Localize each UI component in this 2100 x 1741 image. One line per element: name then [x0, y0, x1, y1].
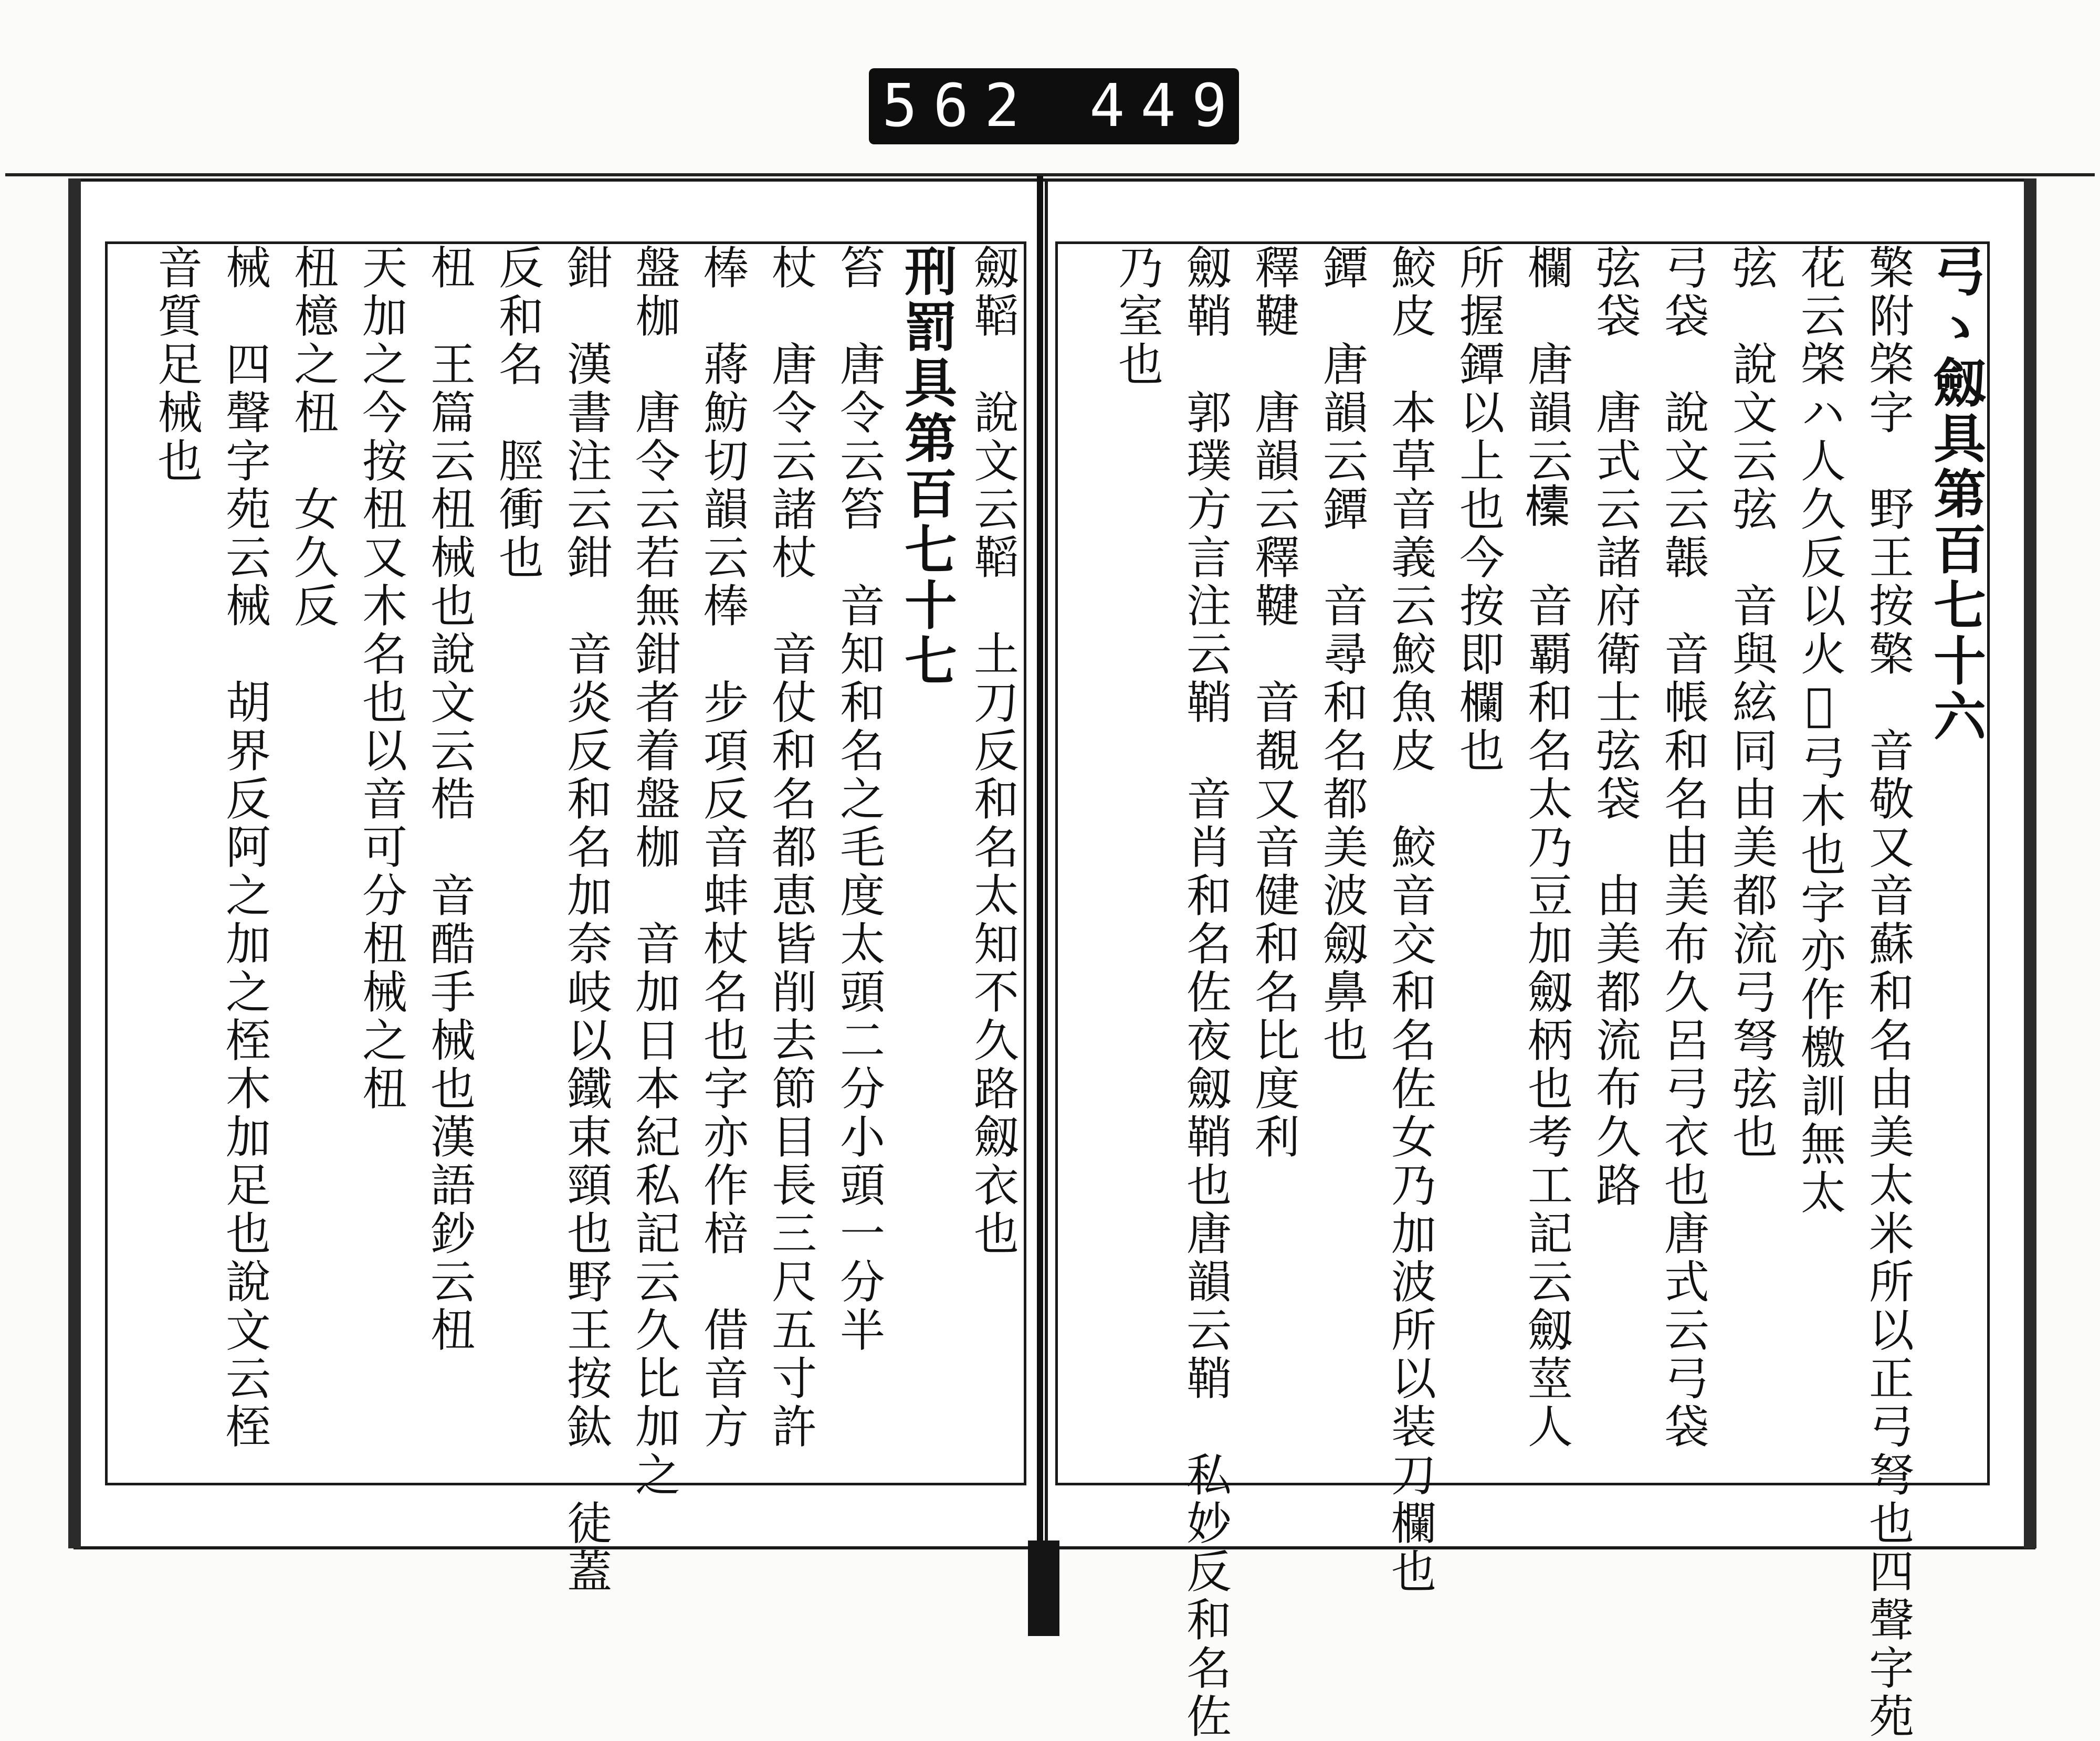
- right-column-8: 鮫皮 本草音義云鮫魚皮 鮫音交和名佐女乃加波所以装刀欄也: [1383, 244, 1436, 1596]
- left-column-8: 反和名 脛衝也: [491, 244, 543, 582]
- right-page-frame: [1055, 241, 1990, 1741]
- archive-number-right: 449: [1089, 72, 1243, 140]
- right-column-3: 弦 說文云弦 音與絃同由美都流弓弩弦也: [1725, 244, 1777, 1162]
- book-stand: [1028, 1540, 1059, 1636]
- right-column-10: 釋鞬 唐韻云釋鞬 音覩又音健和名比度利: [1247, 244, 1299, 1162]
- right-column-12: 乃室也: [1110, 244, 1163, 389]
- left-column-12: 械 四聲字苑云械 胡界反阿之加之桎木加足也說文云桎: [218, 244, 270, 1451]
- left-column-4: 杖 唐令云諸杖 音仗和名都恵皆削去節目長三尺五寸許: [764, 244, 816, 1451]
- right-book-edge: [2024, 178, 2036, 1548]
- right-column-11: 劔鞘 郭璞方言注云鞘 音肖和名佐夜劔鞘也唐韻云鞘 私妙反和名佐: [1179, 244, 1231, 1741]
- left-column-3: 笞 唐令云笞 音知和名之毛度太頭二分小頭一分半: [832, 244, 885, 1355]
- right-column-2: 花云棨ハ人久反以火𪐵弓木也字亦作檄訓無太: [1793, 244, 1845, 1217]
- archive-number-label: [869, 68, 1243, 144]
- right-column-9: 鐔 唐韻云鐔 音尋和名都美波劔鼻也: [1315, 244, 1368, 1065]
- left-page-frame: [105, 241, 1026, 1596]
- left-column-1: 劔鞱 說文云鞱 土刀反和名太知不久路劔衣也: [966, 244, 1018, 1258]
- left-column-5: 棒 蔣魴切韻云棒 步項反音蚌杖名也字亦作棓 借音方: [696, 244, 748, 1451]
- left-column-13: 音質足械也: [150, 244, 202, 486]
- right-column-1: 檠附棨字 野王按檠 音敬又音蘇和名由美太米所以正弓弩也四聲字苑: [1861, 244, 1914, 1741]
- left-column-6: 盤枷 唐令云若無鉗者着盤枷 音加日本紀私記云久比加之: [627, 244, 680, 1500]
- right-column-6: 欄 唐韻云𣟄 音覇和名太乃豆加劔柄也考工記云劔莖人: [1520, 244, 1572, 1451]
- right-section-title: 弓ゝ劔具第百七十六: [1925, 244, 1987, 745]
- top-rule: [5, 173, 2095, 176]
- left-column-11: 杻檍之杻 女久反: [286, 244, 339, 630]
- left-section-title: 刑罰具第百七十七: [896, 244, 958, 689]
- left-book-edge: [68, 178, 81, 1548]
- book-spine: [1037, 176, 1043, 1582]
- right-column-5: 弦袋 唐式云諸府衛士弦袋 由美都流布久路: [1588, 244, 1641, 1210]
- left-column-9: 杻 王篇云杻械也說文云梏 音酷手械也漢語鈔云杻: [423, 244, 475, 1355]
- right-column-7: 所握鐔以上也今按即欄也: [1452, 244, 1504, 775]
- right-column-4: 弓袋 說文云韔 音帳和名由美布久呂弓衣也唐式云弓袋: [1656, 244, 1709, 1451]
- left-column-10: 天加之今按杻又木名也以音可分杻械之杻: [354, 244, 407, 1113]
- archive-number-left: 562: [882, 72, 1036, 140]
- left-column-7: 鉗 漢書注云鉗 音炎反和名加奈岐以鐵束頸也野王按鈦 徒蓋: [559, 244, 612, 1596]
